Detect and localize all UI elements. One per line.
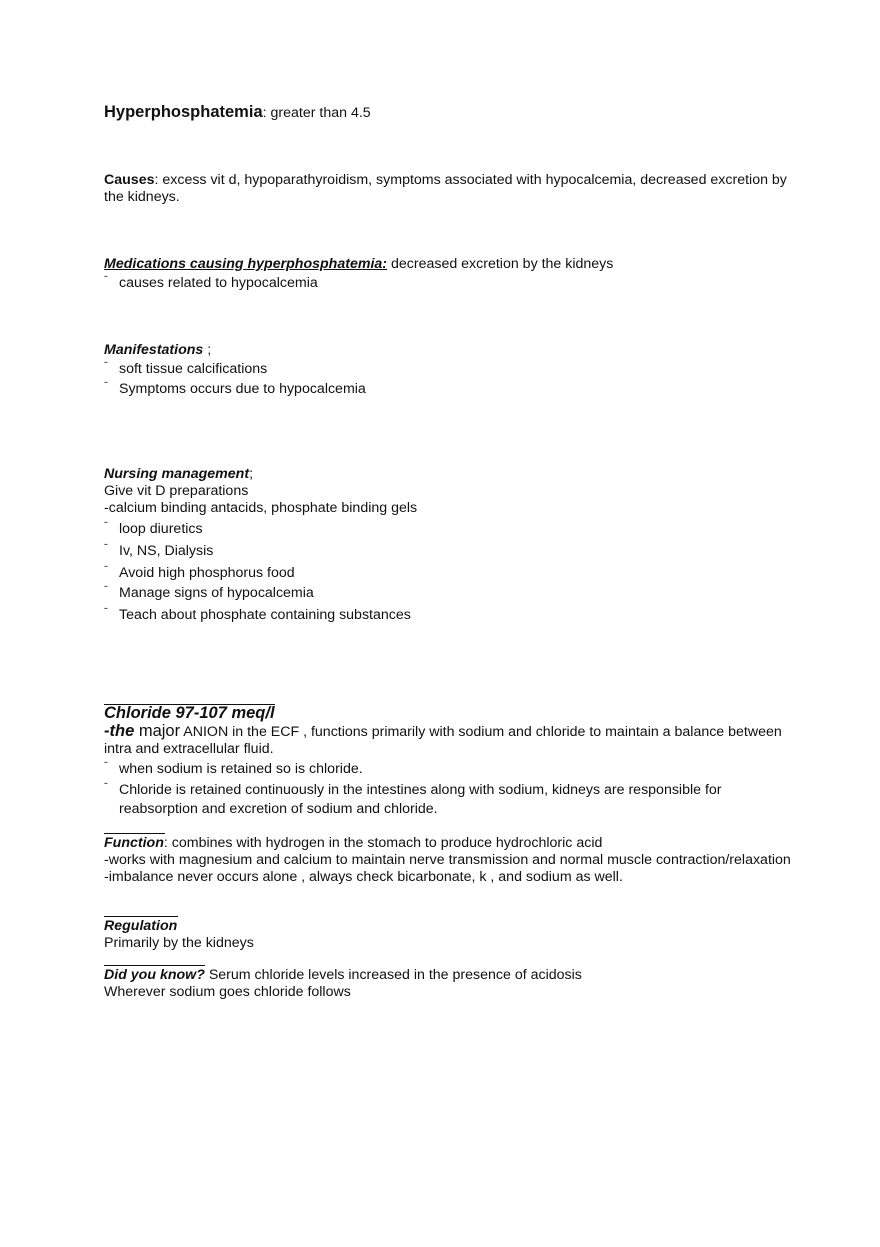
bullet-dash-icon: ˉ xyxy=(104,541,108,555)
did-you-know-label: Did you know? xyxy=(104,967,205,983)
function-line: -imbalance never occurs alone , always check bicarbonate, k , and sodium as well. xyxy=(104,869,623,885)
list-item: ˉ Iv, NS, Dialysis xyxy=(104,541,214,559)
list-item: ˉ Manage signs of hypocalcemia xyxy=(104,583,314,601)
medications-label: Medications causing hyperphosphatemia: xyxy=(104,256,388,272)
list-item: ˉ Chloride is retained continuously in the intestines along with sodium, kidneys are responsible for reabsorption and excretion of sodium and chloride. xyxy=(104,780,722,817)
causes-text: : excess vit d, hypoparathyroidism, symptoms associated with hypocalcemia, decreased excretion by the kidneys. xyxy=(104,172,787,205)
function-label: Function xyxy=(104,835,164,851)
regulation-text: Primarily by the kidneys xyxy=(104,935,254,951)
list-item: ˉ Symptoms occurs due to hypocalcemia xyxy=(104,379,366,397)
causes-label: Causes xyxy=(104,172,155,188)
regulation-section xyxy=(104,918,794,952)
manifestations-section: Manifestations ; ˉ soft tissue calcifications ˉ Symptoms occurs due to hypocalcemia xyxy=(104,342,794,398)
regulation-label: Regulation xyxy=(104,918,178,934)
did-you-know-rule xyxy=(104,965,205,966)
causes-paragraph xyxy=(104,172,794,206)
list-item: ˉ loop diuretics xyxy=(104,519,203,537)
nursing-management-label: Nursing management xyxy=(104,466,250,482)
hyperphosphatemia-heading xyxy=(104,104,794,122)
medications-text: decreased excretion by the kidneys xyxy=(387,256,614,272)
regulation-rule xyxy=(104,916,178,917)
hyperphosphatemia-title: Hyperphosphatemia xyxy=(104,103,263,121)
nursing-line: Give vit D preparations xyxy=(104,483,249,499)
manifestations-label: Manifestations xyxy=(104,342,204,358)
did-you-know-section: Did you know? Serum chloride levels increased in the presence of acidosis Wherever sodium goes chloride follows xyxy=(104,967,794,1001)
bullet-dash-icon: ˉ xyxy=(104,379,108,393)
function-section: Function: combines with hydrogen in the stomach to produce hydrochloric acid -works with magnesium and calcium to maintain nerve transmission and normal muscle contraction/relaxation -imbalance never occurs alone , always check bicarbonate, k , and sodium as well. xyxy=(104,835,794,886)
nursing-management-section: Nursing management; Give vit D preparations -calcium binding antacids, phosphate binding gels ˉ loop diuretics ˉ Iv, NS, Dialysis ˉ Avoid high phosphorus food ˉ Manage signs of hypocalcemia ˉ Teach about phosphate containing substances xyxy=(104,466,794,624)
list-item: ˉ soft tissue calcifications xyxy=(104,359,268,377)
function-rule xyxy=(104,833,165,834)
bullet-dash-icon: ˉ xyxy=(104,359,108,373)
bullet-dash-icon: ˉ xyxy=(104,519,108,533)
list-item: ˉ Avoid high phosphorus food xyxy=(104,563,295,581)
bullet-dash-icon: ˉ xyxy=(104,759,108,773)
bullet-dash-icon: ˉ xyxy=(104,780,108,794)
nursing-line: -calcium binding antacids, phosphate binding gels xyxy=(104,500,418,516)
bullet-dash-icon: ˉ xyxy=(104,273,108,287)
chloride-section: Chloride 97-107 meq/l -the major ANION in the ECF , functions primarily with sodium and chloride to maintain a balance between intra and extracellular fluid. ˉ when sodium is retained so is chloride. ˉ Chloride is retained continuously in the intestines along with sodium, kidneys are responsible for reabsorption and excretion of sodium and chloride. xyxy=(104,704,794,819)
list-item: ˉ when sodium is retained so is chloride. xyxy=(104,759,363,777)
function-line: -works with magnesium and calcium to maintain nerve transmission and normal muscle contraction/relaxation xyxy=(104,852,791,868)
did-you-know-line: Wherever sodium goes chloride follows xyxy=(104,984,351,1000)
bullet-dash-icon: ˉ xyxy=(104,563,108,577)
chloride-intro-text: in the ECF , functions primarily with sodium and chloride to maintain a balance between intra and extracellular fluid. xyxy=(104,724,782,757)
hyperphosphatemia-range: : greater than 4.5 xyxy=(262,105,371,121)
chloride-title: Chloride 97-107 meq/l xyxy=(104,704,275,722)
medications-section xyxy=(104,256,794,292)
bullet-dash-icon: ˉ xyxy=(104,583,108,597)
list-item: ˉ causes related to hypocalcemia xyxy=(104,273,318,291)
list-item: ˉ Teach about phosphate containing substances xyxy=(104,605,411,623)
bullet-dash-icon: ˉ xyxy=(104,605,108,619)
